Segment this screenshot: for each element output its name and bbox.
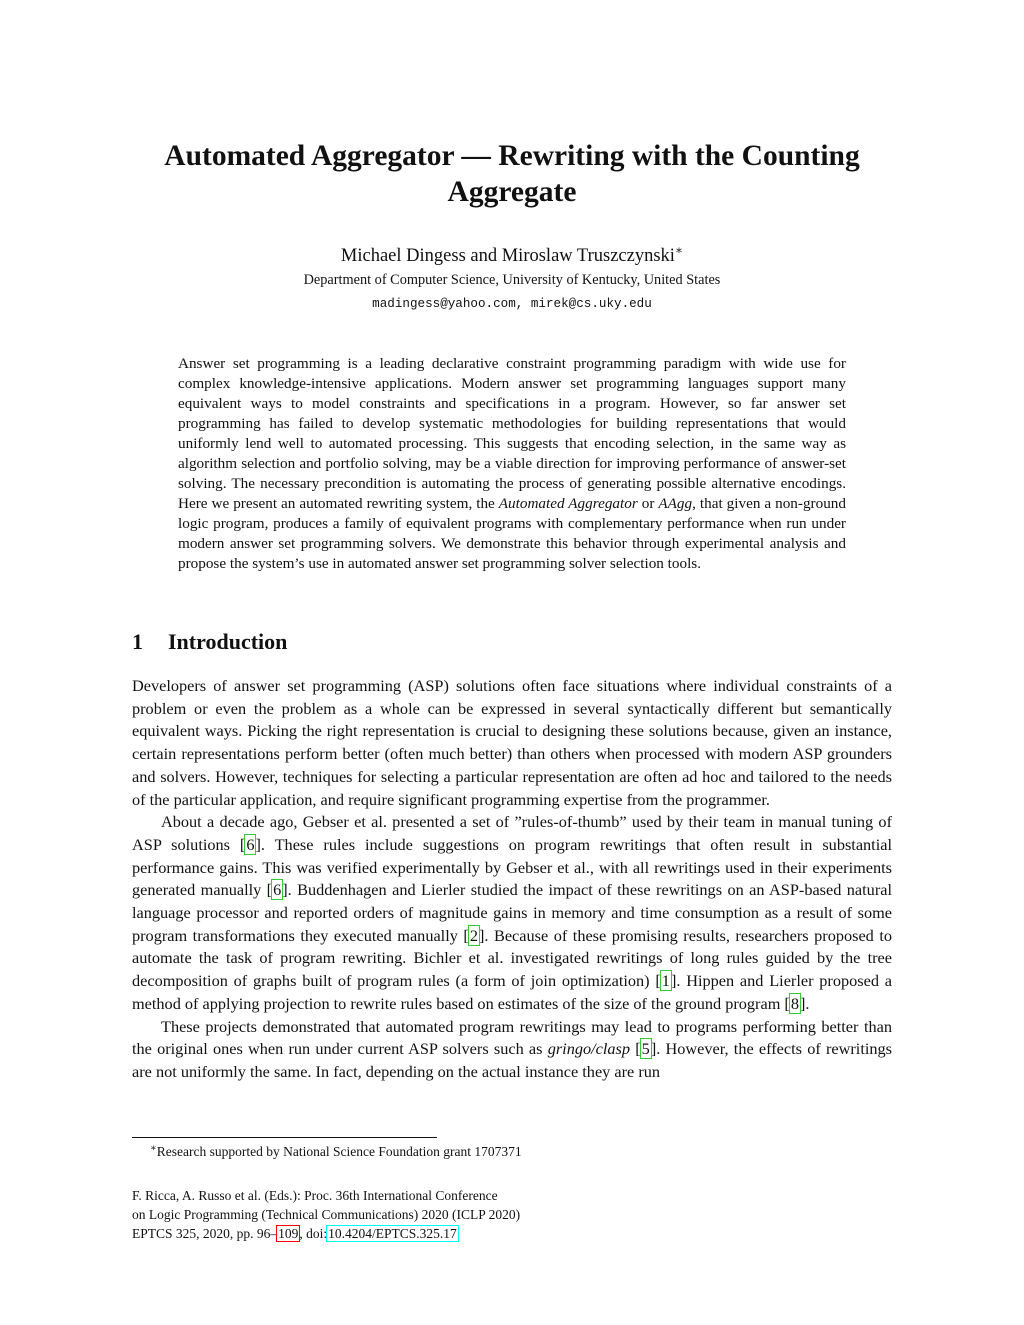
citation-link[interactable]: 2 bbox=[469, 925, 478, 945]
doi-link[interactable]: 10.4204/EPTCS.325.17 bbox=[328, 1226, 457, 1241]
citation-link[interactable]: 6 bbox=[273, 880, 282, 900]
paragraph-text: ]. These rules include suggestions on program rewritings that often result in substantial performance gains. This was verified experimentally by Gebser et al., with all rewritings used in their experiments generated manually [ bbox=[132, 834, 892, 900]
pubinfo-text: EPTCS 325, 2020, pp. 96– bbox=[132, 1226, 278, 1241]
paragraph-text: ]. Hippen and Lierler proposed a method of applying projection to rewrite rules based on estimates of the size of the ground program [ bbox=[132, 971, 892, 1013]
solver-name: gringo/clasp bbox=[547, 1039, 631, 1059]
abstract-system-name: Automated Aggregator bbox=[498, 495, 638, 512]
author-emails[interactable]: madingess@yahoo.com, mirek@cs.uky.edu bbox=[372, 297, 652, 311]
abstract-text: , that given a non-ground logic program, produces a family of equivalent programs with complementary performance when run under modern answer set programming solvers. We demonstrate this behavior through experimental analysis and propose the system’s use in automated answer set programming solver selection tools. bbox=[178, 495, 846, 572]
citation-link[interactable]: 8 bbox=[790, 993, 799, 1013]
footnote bbox=[150, 1143, 522, 1161]
citation-link[interactable]: 6 bbox=[246, 834, 255, 854]
paper-title: Automated Aggregator — Rewriting with the Counting Aggregate bbox=[164, 140, 860, 208]
section-heading-introduction bbox=[132, 628, 287, 656]
introduction-body bbox=[132, 675, 892, 1084]
paragraph-text: ]. Buddenhagen and Lierler studied the impact of these rewritings on an ASP-based natural language processor and reported orders of magnitude gains in memory and time consumption as a result of some program transformations they executed manually [ bbox=[132, 880, 892, 945]
last-page-link[interactable]: 109 bbox=[278, 1226, 299, 1241]
citation-link[interactable]: 1 bbox=[661, 971, 670, 991]
paragraph bbox=[132, 675, 892, 811]
section-number: 1 bbox=[132, 629, 143, 654]
footnote-mark: ∗ bbox=[150, 1143, 157, 1154]
footnote-text: Research supported by National Science Foundation grant 1707371 bbox=[156, 1144, 522, 1159]
paragraph-text: About a decade ago, Gebser et al. presented a set of ”rules-of-thumb” used by their team in manual tuning of ASP solutions [ bbox=[132, 812, 892, 854]
abstract-system-acronym: AAgg bbox=[658, 495, 693, 512]
paragraph-text: These projects demonstrated that automated program rewritings may lead to programs performing better than the original ones when run under current ASP solvers such as bbox=[132, 1016, 892, 1059]
paragraph-text: Developers of answer set programming (ASP) solutions often face situations where individual constraints of a problem or even the problem as a whole can be expressed in several syntactically different but semantically equivalent ways. Picking the right representation is crucial to designing these solutions because, given an instance, certain representations perform better (often much better) than others when processed with modern ASP grounders and solvers. However, techniques for selecting a particular representation are often ad hoc and tailored to the needs of the particular application, and require significant programming expertise from the programmer. bbox=[132, 676, 892, 809]
paragraph-text: ]. bbox=[800, 993, 810, 1013]
pubinfo-line: on Logic Programming (Technical Communications) 2020 (ICLP 2020) bbox=[132, 1207, 521, 1222]
citation-link[interactable]: 5 bbox=[641, 1039, 650, 1059]
author-names: Michael Dingess and Miroslaw Truszczynski bbox=[340, 246, 675, 266]
footnote-divider bbox=[132, 1137, 437, 1138]
author-line bbox=[132, 244, 892, 268]
abstract-text: Answer set programming is a leading declarative constraint programming paradigm with wide use for complex knowledge-intensive applications. Modern answer set programming languages support many equivalent ways to model constraints and specifications in a program. However, so far answer set programming has failed to develop systematic methodologies for building representations that would uniformly lend well to automated processing. This suggests that encoding selection, in the same way as algorithm selection and portfolio solving, may be a viable direction for improving performance of answer-set solving. The necessary precondition is automating the process of generating possible alternative encodings. Here we present an automated rewriting system, the bbox=[178, 355, 846, 512]
publication-info bbox=[132, 1186, 520, 1243]
section-title: Introduction bbox=[168, 629, 288, 654]
abstract bbox=[178, 354, 846, 574]
paragraph-text: [ bbox=[630, 1039, 641, 1059]
paragraph-text: ]. However, the effects of rewritings are not uniformly the same. In fact, depending on the actual instance they are run bbox=[132, 1039, 892, 1081]
affiliation: Department of Computer Science, University of Kentucky, United States bbox=[303, 272, 721, 288]
doi-label: , doi: bbox=[299, 1226, 328, 1241]
paragraph bbox=[132, 1016, 892, 1084]
pubinfo-line: F. Ricca, A. Russo et al. (Eds.): Proc. 36th International Conference bbox=[132, 1188, 498, 1203]
author-footnote-mark[interactable]: ∗ bbox=[674, 243, 684, 257]
pubinfo-line bbox=[132, 1224, 520, 1243]
paragraph-text: ]. Because of these promising results, researchers proposed to automate the task of program rewriting. Bichler et al. investigated rewritings of long rules guided by the tree decomposition of graphs built of program rules (a form of join optimization) [ bbox=[132, 925, 892, 991]
abstract-text: or bbox=[637, 495, 659, 512]
paragraph bbox=[132, 811, 892, 1015]
